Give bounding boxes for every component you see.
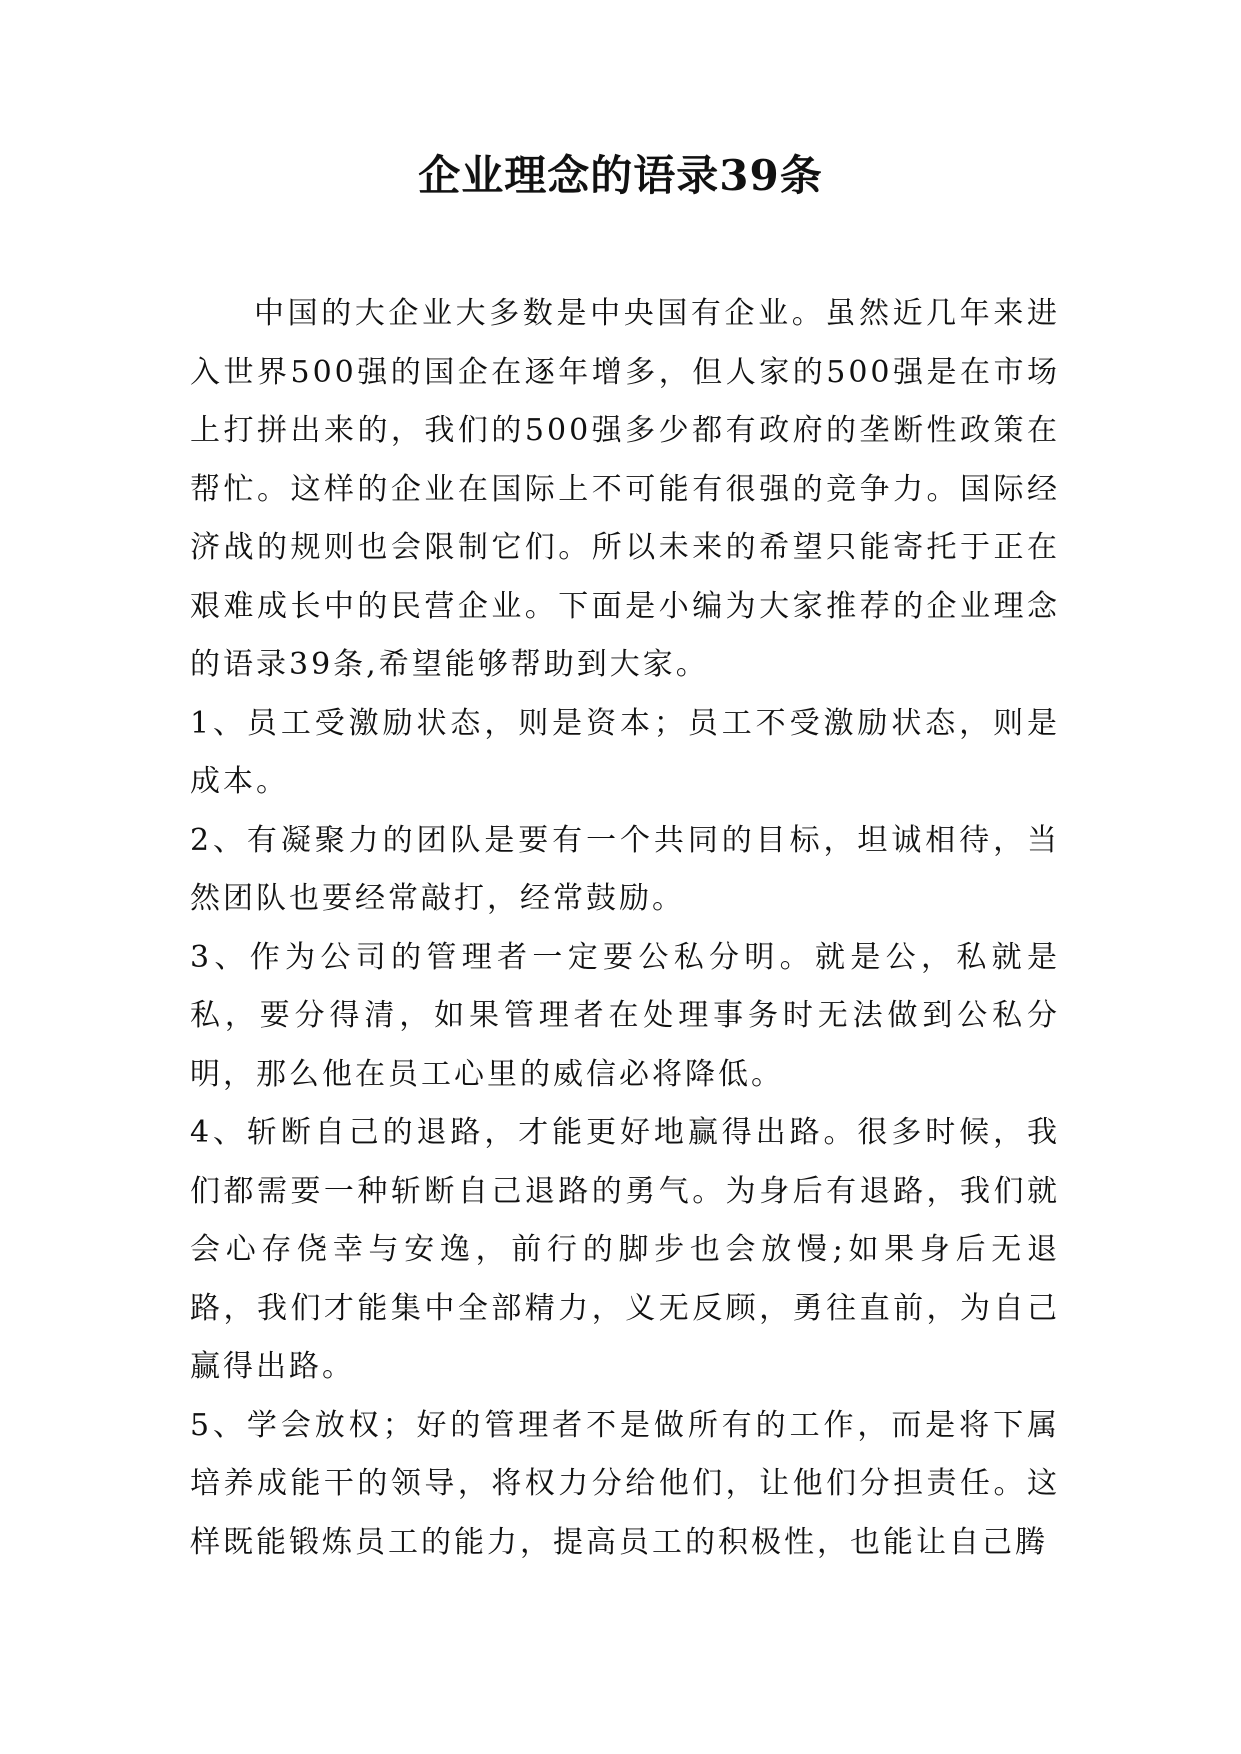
list-item: 4、斩断自己的退路，才能更好地赢得出路。很多时候，我们都需要一种斩断自己退路的勇气。为身后有退路，我们就会心存侥幸与安逸，前行的脚步也会放慢;如果身后无退路，我们才能集中全部精力，义无反顾，勇往直前，为自己赢得出路。 [190,1115,1060,1384]
list-item: 1、员工受激励状态，则是资本；员工不受激励状态，则是成本。 [190,705,1060,799]
list-item: 3、作为公司的管理者一定要公私分明。就是公，私就是私，要分得清，如果管理者在处理事务时无法做到公私分明，那么他在员工心里的威信必将降低。 [190,939,1060,1092]
document-title: 企业理念的语录39条 [418,151,823,200]
document-body [190,285,1060,1572]
intro-paragraph: 中国的大企业大多数是中央国有企业。虽然近几年来进入世界500强的国企在逐年增多，但人家的500强是在市场上打拼出来的，我们的500强多少都有政府的垄断性政策在帮忙。这样的企业在国际上不可能有很强的竞争力。国际经济战的规则也会限制它们。所以未来的希望只能寄托于正在艰难成长中的民营企业。下面是小编为大家推荐的企业理念的语录39条,希望能够帮助到大家。 [190,296,1060,682]
list-item: 5、学会放权；好的管理者不是做所有的工作，而是将下属培养成能干的领导，将权力分给他们，让他们分担责任。这样既能锻炼员工的能力，提高员工的积极性，也能让自己腾 [190,1407,1060,1560]
list-item: 2、有凝聚力的团队是要有一个共同的目标，坦诚相待，当然团队也要经常敲打，经常鼓励。 [190,822,1060,916]
